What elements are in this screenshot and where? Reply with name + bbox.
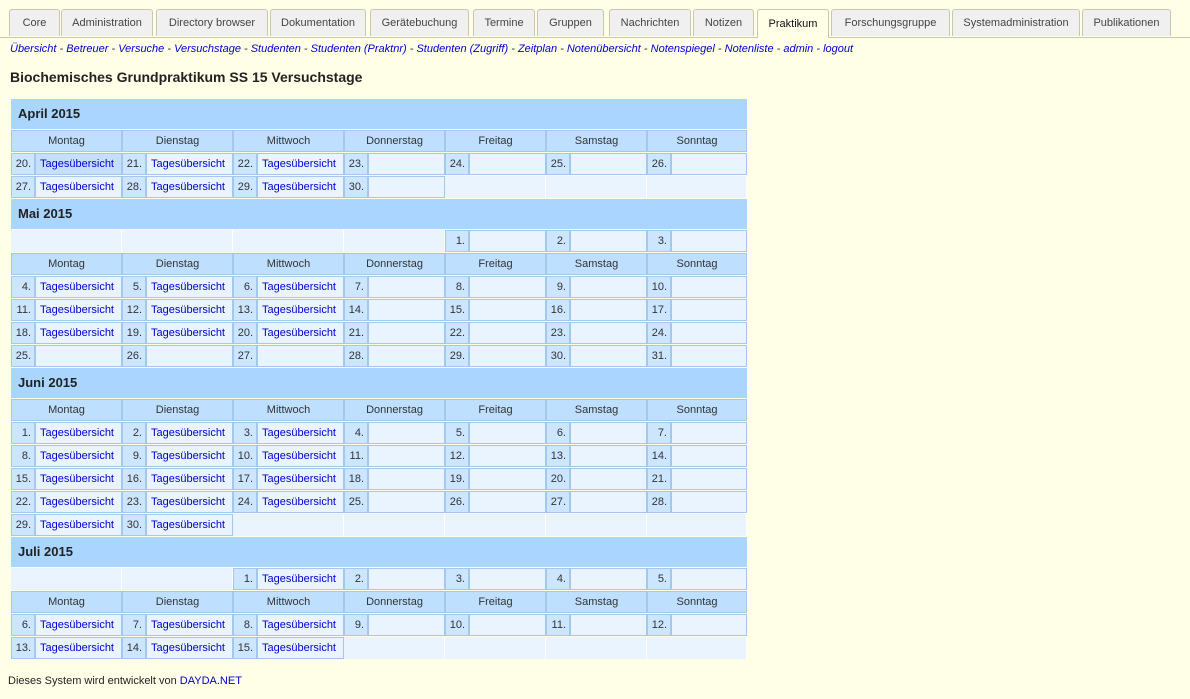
subnav-link-versuchstage[interactable]: Versuchstage	[174, 43, 241, 55]
day-number: 26.	[122, 345, 146, 367]
tagesuebersicht-link[interactable]: Tagesübersicht	[146, 514, 233, 536]
day-content-cell	[570, 153, 647, 175]
day-number: 13.	[233, 299, 257, 321]
day-number: 18.	[344, 468, 368, 490]
day-number: 12.	[122, 299, 146, 321]
day-number: 8.	[11, 445, 35, 467]
weekday-samstag: Samstag	[546, 253, 647, 275]
day-content-cell	[469, 276, 546, 298]
subnav-link-notenübersicht[interactable]: Notenübersicht	[566, 43, 641, 55]
day-number: 8.	[445, 276, 469, 298]
tab-gerätebuchung[interactable]: Gerätebuchung	[370, 9, 469, 36]
week-row	[11, 468, 747, 490]
weekday-header-row	[11, 130, 747, 152]
tab-directory-browser[interactable]: Directory browser	[156, 9, 268, 36]
day-content-cell	[368, 614, 445, 636]
day-number: 23.	[122, 491, 146, 513]
weekday-freitag: Freitag	[445, 399, 546, 421]
day-number: 13.	[546, 445, 570, 467]
day-content-cell	[671, 422, 747, 444]
month-header	[11, 99, 747, 129]
day-content-cell	[368, 322, 445, 344]
day-content-cell	[671, 299, 747, 321]
empty-day-cell	[233, 514, 344, 536]
empty-day-cell	[445, 176, 546, 198]
tab-praktikum[interactable]: Praktikum	[757, 9, 829, 38]
day-number: 4.	[11, 276, 35, 298]
day-content-cell	[146, 345, 233, 367]
weekday-montag: Montag	[11, 591, 122, 613]
week-row	[11, 514, 747, 536]
day-content-cell	[469, 345, 546, 367]
weekday-donnerstag: Donnerstag	[344, 130, 445, 152]
day-number: 7.	[647, 422, 671, 444]
tagesuebersicht-link[interactable]: Tagesübersicht	[146, 445, 233, 467]
day-number: 5.	[122, 276, 146, 298]
weekday-mittwoch: Mittwoch	[233, 591, 344, 613]
day-number: 22.	[233, 153, 257, 175]
day-number: 21.	[647, 468, 671, 490]
weekday-mittwoch: Mittwoch	[233, 399, 344, 421]
day-content-cell	[570, 568, 647, 590]
tagesuebersicht-link[interactable]: Tagesübersicht	[257, 299, 344, 321]
week-row	[11, 568, 747, 590]
day-content-cell	[570, 230, 647, 252]
tagesuebersicht-link[interactable]: Tagesübersicht	[257, 445, 344, 467]
day-number: 15.	[233, 637, 257, 659]
tab-gruppen[interactable]: Gruppen	[537, 9, 604, 36]
empty-day-cell	[122, 568, 233, 590]
day-number: 5.	[647, 568, 671, 590]
tab-publikationen[interactable]: Publikationen	[1082, 9, 1171, 36]
tagesuebersicht-link[interactable]: Tagesübersicht	[146, 176, 233, 198]
subnav-link-notenliste[interactable]: Notenliste	[724, 43, 774, 55]
day-number: 19.	[122, 322, 146, 344]
subnav-link-versuche[interactable]: Versuche	[118, 43, 165, 55]
subnav-separator: -	[557, 43, 567, 55]
main-tab-bar	[0, 0, 1190, 38]
weekday-header-row	[11, 399, 747, 421]
day-number: 24.	[233, 491, 257, 513]
day-content-cell	[368, 568, 445, 590]
weekday-dienstag: Dienstag	[122, 253, 233, 275]
day-number: 14.	[647, 445, 671, 467]
day-content-cell	[570, 299, 647, 321]
tab-dokumentation[interactable]: Dokumentation	[270, 9, 366, 36]
day-number: 9.	[344, 614, 368, 636]
weekday-dienstag: Dienstag	[122, 591, 233, 613]
day-content-cell	[671, 345, 747, 367]
day-content-cell	[671, 445, 747, 467]
week-row	[11, 614, 747, 636]
weekday-sonntag: Sonntag	[647, 130, 747, 152]
weekday-montag: Montag	[11, 399, 122, 421]
empty-day-cell	[445, 514, 546, 536]
day-number: 18.	[11, 322, 35, 344]
tagesuebersicht-link[interactable]: Tagesübersicht	[35, 422, 122, 444]
day-number: 21.	[344, 322, 368, 344]
month-header	[11, 537, 747, 567]
tagesuebersicht-link[interactable]: Tagesübersicht	[146, 491, 233, 513]
day-content-cell	[368, 176, 445, 198]
day-content-cell	[671, 568, 747, 590]
subnav-link-admin[interactable]: admin	[783, 43, 814, 55]
empty-day-cell	[546, 176, 647, 198]
month-header	[11, 199, 747, 229]
weekday-dienstag: Dienstag	[122, 399, 233, 421]
day-number: 31.	[647, 345, 671, 367]
weekday-dienstag: Dienstag	[122, 130, 233, 152]
day-content-cell	[671, 468, 747, 490]
tagesuebersicht-link[interactable]: Tagesübersicht	[146, 276, 233, 298]
tagesuebersicht-link[interactable]: Tagesübersicht	[257, 176, 344, 198]
empty-day-cell	[546, 637, 647, 659]
day-content-cell	[570, 614, 647, 636]
tagesuebersicht-link[interactable]: Tagesübersicht	[146, 614, 233, 636]
day-number: 2.	[122, 422, 146, 444]
day-number: 4.	[344, 422, 368, 444]
tagesuebersicht-link[interactable]: Tagesübersicht	[35, 614, 122, 636]
tagesuebersicht-link[interactable]: Tagesübersicht	[35, 514, 122, 536]
week-row	[11, 176, 747, 198]
empty-day-cell	[546, 514, 647, 536]
day-number: 30.	[546, 345, 570, 367]
tagesuebersicht-link[interactable]: Tagesübersicht	[257, 468, 344, 490]
day-number: 5.	[445, 422, 469, 444]
tab-forschungsgruppe[interactable]: Forschungsgruppe	[831, 9, 950, 36]
day-content-cell	[570, 422, 647, 444]
day-number: 23.	[344, 153, 368, 175]
empty-day-cell	[233, 230, 344, 252]
weekday-samstag: Samstag	[546, 130, 647, 152]
day-number: 22.	[11, 491, 35, 513]
subnav-link-zeitplan[interactable]: Zeitplan	[517, 43, 558, 55]
day-content-cell	[368, 491, 445, 513]
day-content-cell	[469, 445, 546, 467]
day-number: 25.	[11, 345, 35, 367]
praktikum-subnav	[10, 42, 1185, 56]
day-content-cell	[671, 276, 747, 298]
day-number: 2.	[546, 230, 570, 252]
weekday-mittwoch: Mittwoch	[233, 253, 344, 275]
subnav-link-studenten-zugriff[interactable]: Studenten (Zugriff)	[416, 43, 509, 55]
day-content-cell	[570, 491, 647, 513]
day-number: 9.	[122, 445, 146, 467]
subnav-separator: -	[240, 43, 251, 55]
day-number: 10.	[233, 445, 257, 467]
day-number: 6.	[233, 276, 257, 298]
footer-text: Dieses System wird entwickelt von	[8, 675, 180, 687]
day-content-cell	[469, 614, 546, 636]
tagesuebersicht-link[interactable]: Tagesübersicht	[146, 468, 233, 490]
day-number: 1.	[445, 230, 469, 252]
tab-core[interactable]: Core	[9, 9, 60, 36]
subnav-separator: -	[108, 43, 119, 55]
week-row	[11, 299, 747, 321]
day-content-cell	[570, 322, 647, 344]
tagesuebersicht-link[interactable]: Tagesübersicht	[146, 322, 233, 344]
day-content-cell	[671, 322, 747, 344]
tab-systemadministration[interactable]: Systemadministration	[952, 9, 1080, 36]
tagesuebersicht-link[interactable]: Tagesübersicht	[257, 422, 344, 444]
month-title: Juni 2015	[18, 375, 78, 390]
day-number: 30.	[344, 176, 368, 198]
tagesuebersicht-link[interactable]: Tagesübersicht	[257, 491, 344, 513]
day-content-cell	[368, 422, 445, 444]
subnav-separator: -	[56, 43, 67, 55]
week-row	[11, 422, 747, 444]
empty-day-cell	[647, 637, 747, 659]
tagesuebersicht-link[interactable]: Tagesübersicht	[35, 637, 122, 659]
tab-nachrichten[interactable]: Nachrichten	[609, 9, 691, 36]
empty-day-cell	[344, 230, 445, 252]
day-content-cell	[469, 422, 546, 444]
day-number: 6.	[11, 614, 35, 636]
week-row	[11, 230, 747, 252]
weekday-freitag: Freitag	[445, 591, 546, 613]
day-number: 17.	[233, 468, 257, 490]
day-number: 11.	[11, 299, 35, 321]
tagesuebersicht-link[interactable]: Tagesübersicht	[257, 276, 344, 298]
day-content-cell	[368, 468, 445, 490]
weekday-header-row	[11, 253, 747, 275]
subnav-link-notenspiegel[interactable]: Notenspiegel	[650, 43, 715, 55]
weekday-montag: Montag	[11, 253, 122, 275]
day-number: 6.	[546, 422, 570, 444]
tagesuebersicht-link[interactable]: Tagesübersicht	[146, 299, 233, 321]
day-number: 4.	[546, 568, 570, 590]
subnav-separator: -	[640, 43, 651, 55]
day-content-cell	[671, 153, 747, 175]
tagesuebersicht-link[interactable]: Tagesübersicht	[35, 445, 122, 467]
day-number: 27.	[546, 491, 570, 513]
day-content-cell	[671, 491, 747, 513]
weekday-freitag: Freitag	[445, 130, 546, 152]
tagesuebersicht-link[interactable]: Tagesübersicht	[35, 299, 122, 321]
day-number: 12.	[647, 614, 671, 636]
day-number: 29.	[445, 345, 469, 367]
tagesuebersicht-link[interactable]: Tagesübersicht	[35, 276, 122, 298]
day-number: 10.	[445, 614, 469, 636]
subnav-separator: -	[508, 43, 518, 55]
day-number: 25.	[344, 491, 368, 513]
day-number: 15.	[445, 299, 469, 321]
day-content-cell	[368, 276, 445, 298]
day-number: 9.	[546, 276, 570, 298]
month-header	[11, 368, 747, 398]
day-number: 28.	[344, 345, 368, 367]
subnav-separator: -	[164, 43, 175, 55]
week-row	[11, 445, 747, 467]
weekday-freitag: Freitag	[445, 253, 546, 275]
week-row	[11, 637, 747, 659]
empty-day-cell	[11, 230, 122, 252]
weekday-sonntag: Sonntag	[647, 591, 747, 613]
day-content-cell	[570, 276, 647, 298]
page-title: Biochemisches Grundpraktikum SS 15 Versuchstage	[10, 69, 363, 85]
day-number: 19.	[445, 468, 469, 490]
empty-day-cell	[122, 230, 233, 252]
subnav-link-logout[interactable]: logout	[823, 43, 854, 55]
day-number: 11.	[546, 614, 570, 636]
week-row	[11, 491, 747, 513]
day-content-cell	[570, 445, 647, 467]
tagesuebersicht-link[interactable]: Tagesübersicht	[257, 568, 344, 590]
empty-day-cell	[11, 568, 122, 590]
empty-day-cell	[344, 514, 445, 536]
footer	[8, 675, 242, 687]
dayda-link[interactable]: DAYDA.NET	[179, 675, 242, 687]
tagesuebersicht-link[interactable]: Tagesübersicht	[35, 468, 122, 490]
month-title: April 2015	[18, 106, 81, 121]
tab-administration[interactable]: Administration	[61, 9, 153, 36]
day-number: 7.	[122, 614, 146, 636]
day-content-cell	[469, 468, 546, 490]
subnav-link-übersicht[interactable]: Übersicht	[10, 43, 57, 55]
tagesuebersicht-link[interactable]: Tagesübersicht	[146, 422, 233, 444]
day-content-cell	[469, 230, 546, 252]
tagesuebersicht-link[interactable]: Tagesübersicht	[146, 153, 233, 175]
day-number: 3.	[233, 422, 257, 444]
day-number: 28.	[122, 176, 146, 198]
day-content-cell	[257, 345, 344, 367]
day-number: 14.	[344, 299, 368, 321]
weekday-sonntag: Sonntag	[647, 399, 747, 421]
day-number: 8.	[233, 614, 257, 636]
empty-day-cell	[445, 637, 546, 659]
day-content-cell	[671, 614, 747, 636]
tab-notizen[interactable]: Notizen	[693, 9, 754, 36]
day-number: 29.	[11, 514, 35, 536]
week-row	[11, 276, 747, 298]
tagesuebersicht-link[interactable]: Tagesübersicht	[257, 614, 344, 636]
weekday-mittwoch: Mittwoch	[233, 130, 344, 152]
day-content-cell	[368, 153, 445, 175]
day-number: 22.	[445, 322, 469, 344]
day-number: 17.	[647, 299, 671, 321]
empty-day-cell	[647, 176, 747, 198]
day-number: 20.	[546, 468, 570, 490]
day-number: 1.	[233, 568, 257, 590]
month-title: Juli 2015	[18, 544, 73, 559]
day-number: 23.	[546, 322, 570, 344]
tagesuebersicht-link[interactable]: Tagesübersicht	[35, 491, 122, 513]
week-row	[11, 153, 747, 175]
day-content-cell	[469, 568, 546, 590]
day-number: 26.	[445, 491, 469, 513]
tagesuebersicht-link[interactable]: Tagesübersicht	[257, 322, 344, 344]
tagesuebersicht-link[interactable]: Tagesübersicht	[257, 637, 344, 659]
day-number: 24.	[445, 153, 469, 175]
day-number: 16.	[546, 299, 570, 321]
weekday-donnerstag: Donnerstag	[344, 253, 445, 275]
subnav-separator: -	[813, 43, 824, 55]
day-number: 27.	[11, 176, 35, 198]
day-number: 28.	[647, 491, 671, 513]
day-number: 20.	[11, 153, 35, 175]
day-number: 26.	[647, 153, 671, 175]
subnav-separator: -	[406, 43, 417, 55]
day-number: 10.	[647, 276, 671, 298]
weekday-montag: Montag	[11, 130, 122, 152]
day-content-cell	[368, 299, 445, 321]
month-title: Mai 2015	[18, 206, 73, 221]
day-number: 7.	[344, 276, 368, 298]
day-content-cell	[671, 230, 747, 252]
day-content-cell	[368, 445, 445, 467]
day-content-cell	[469, 299, 546, 321]
day-number: 29.	[233, 176, 257, 198]
day-content-cell	[469, 322, 546, 344]
day-content-cell	[35, 345, 122, 367]
day-number: 25.	[546, 153, 570, 175]
tagesuebersicht-link[interactable]: Tagesübersicht	[35, 176, 122, 198]
day-number: 20.	[233, 322, 257, 344]
day-content-cell	[469, 491, 546, 513]
day-number: 1.	[11, 422, 35, 444]
day-content-cell	[469, 153, 546, 175]
day-number: 24.	[647, 322, 671, 344]
tagesuebersicht-link[interactable]: Tagesübersicht	[35, 322, 122, 344]
day-content-cell	[368, 345, 445, 367]
weekday-header-row	[11, 591, 747, 613]
weekday-donnerstag: Donnerstag	[344, 591, 445, 613]
weekday-samstag: Samstag	[546, 399, 647, 421]
tagesuebersicht-link[interactable]: Tagesübersicht	[146, 637, 233, 659]
subnav-link-betreuer[interactable]: Betreuer	[66, 43, 109, 55]
day-number: 11.	[344, 445, 368, 467]
day-number: 13.	[11, 637, 35, 659]
empty-day-cell	[647, 514, 747, 536]
day-number: 15.	[11, 468, 35, 490]
subnav-separator: -	[714, 43, 725, 55]
subnav-link-studenten[interactable]: Studenten	[250, 43, 301, 55]
tagesuebersicht-link[interactable]: Tagesübersicht	[257, 153, 344, 175]
day-number: 12.	[445, 445, 469, 467]
week-row	[11, 345, 747, 367]
day-content-cell	[570, 468, 647, 490]
day-number: 14.	[122, 637, 146, 659]
day-number: 2.	[344, 568, 368, 590]
day-content-cell	[570, 345, 647, 367]
subnav-separator: -	[300, 43, 311, 55]
weekday-donnerstag: Donnerstag	[344, 399, 445, 421]
subnav-link-studenten-praktnr[interactable]: Studenten (Praktnr)	[310, 43, 407, 55]
weekday-samstag: Samstag	[546, 591, 647, 613]
day-number: 21.	[122, 153, 146, 175]
day-number: 16.	[122, 468, 146, 490]
empty-day-cell	[344, 637, 445, 659]
tagesuebersicht-link[interactable]: Tagesübersicht	[35, 153, 122, 175]
day-number: 30.	[122, 514, 146, 536]
subnav-separator: -	[773, 43, 784, 55]
weekday-sonntag: Sonntag	[647, 253, 747, 275]
day-number: 27.	[233, 345, 257, 367]
tab-termine[interactable]: Termine	[473, 9, 535, 36]
day-number: 3.	[445, 568, 469, 590]
day-number: 3.	[647, 230, 671, 252]
week-row	[11, 322, 747, 344]
